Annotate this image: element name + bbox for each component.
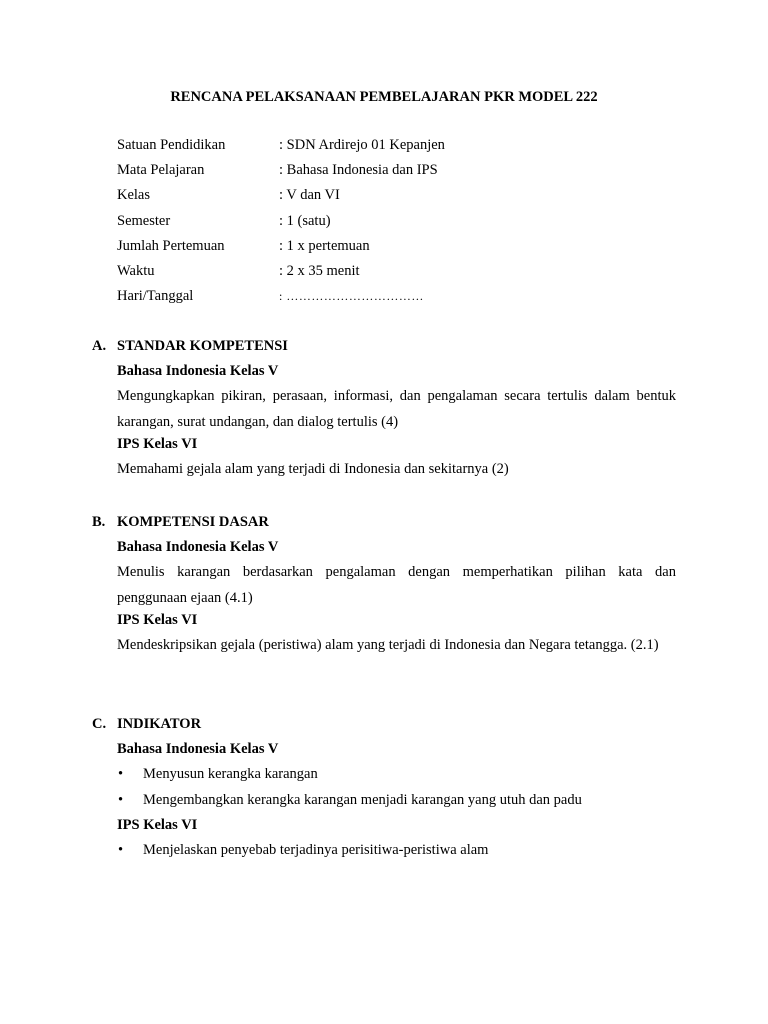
info-label: Hari/Tanggal [117, 288, 194, 305]
info-label: Satuan Pendidikan [117, 137, 226, 153]
info-row-satuan [117, 137, 445, 162]
info-row-kelas [117, 187, 445, 212]
info-value: : …………………………… [279, 289, 424, 304]
info-row-semester [117, 213, 445, 238]
section-heading [92, 338, 676, 363]
paragraph: Mendeskripsikan gejala (peristiwa) alam yang terjadi di Indonesia dan Negara tetangga. (2.1) [117, 636, 659, 653]
info-table [117, 137, 445, 313]
section-letter: C. [92, 716, 107, 732]
subheading: IPS Kelas VI [117, 611, 198, 628]
section-letter: A. [92, 338, 107, 354]
section-title: STANDAR KOMPETENSI [117, 338, 288, 354]
info-value: : V dan VI [279, 187, 340, 204]
section-body [117, 363, 676, 482]
subheading: Bahasa Indonesia Kelas V [117, 539, 279, 556]
subheading: Bahasa Indonesia Kelas V [117, 363, 279, 380]
info-label: Kelas [117, 187, 151, 204]
bullet-icon: • [118, 841, 124, 858]
list-item-text: Menyusun kerangka karangan [143, 766, 318, 783]
list-item [117, 766, 676, 791]
subheading: Bahasa Indonesia Kelas V [117, 741, 279, 758]
paragraph: Menulis karangan berdasarkan pengalaman dengan memperhatikan pilihan kata dan penggunaan ejaan (4.1) [117, 564, 676, 606]
info-label: Mata Pelajaran [117, 162, 205, 179]
subheading: IPS Kelas VI [117, 816, 198, 833]
subheading: IPS Kelas VI [117, 435, 198, 452]
info-value: : SDN Ardirejo 01 Kepanjen [279, 137, 445, 153]
section-title: INDIKATOR [117, 716, 202, 732]
info-row-mapel [117, 162, 445, 187]
section-body [117, 741, 676, 867]
info-value: : 1 (satu) [279, 212, 331, 229]
section-kompetensi-dasar [92, 514, 676, 658]
bullet-icon: • [118, 766, 124, 783]
section-indikator [92, 716, 676, 867]
paragraph: Mengungkapkan pikiran, perasaan, informasi, dan pengalaman secara tertulis dalam bentuk karangan, surat undangan, dan dialog tertulis (4) [117, 388, 676, 430]
list-item [117, 842, 676, 867]
section-standar-kompetensi [92, 338, 676, 482]
info-label: Jumlah Pertemuan [117, 237, 225, 254]
info-row-waktu [117, 263, 445, 288]
list-item-text: Menjelaskan penyebab terjadinya perisitiwa-peristiwa alam [143, 841, 489, 858]
info-label: Semester [117, 212, 171, 229]
section-heading [92, 716, 676, 741]
bullet-icon: • [118, 791, 124, 808]
list-item [117, 792, 676, 817]
info-value: : 2 x 35 menit [279, 262, 360, 279]
info-row-pertemuan [117, 238, 445, 263]
section-title: KOMPETENSI DASAR [117, 514, 269, 530]
page-title: RENCANA PELAKSANAAN PEMBELAJARAN PKR MODEL 222 [170, 89, 598, 105]
list-item-text: Mengembangkan kerangka karangan menjadi karangan yang utuh dan padu [143, 791, 582, 808]
section-body [117, 539, 676, 658]
paragraph: Memahami gejala alam yang terjadi di Indonesia dan sekitarnya (2) [117, 460, 509, 477]
info-row-tanggal [117, 288, 445, 313]
section-heading [92, 514, 676, 539]
info-value: : 1 x pertemuan [279, 237, 370, 254]
info-label: Waktu [117, 262, 155, 279]
section-letter: B. [92, 514, 106, 530]
info-value: : Bahasa Indonesia dan IPS [279, 162, 438, 179]
